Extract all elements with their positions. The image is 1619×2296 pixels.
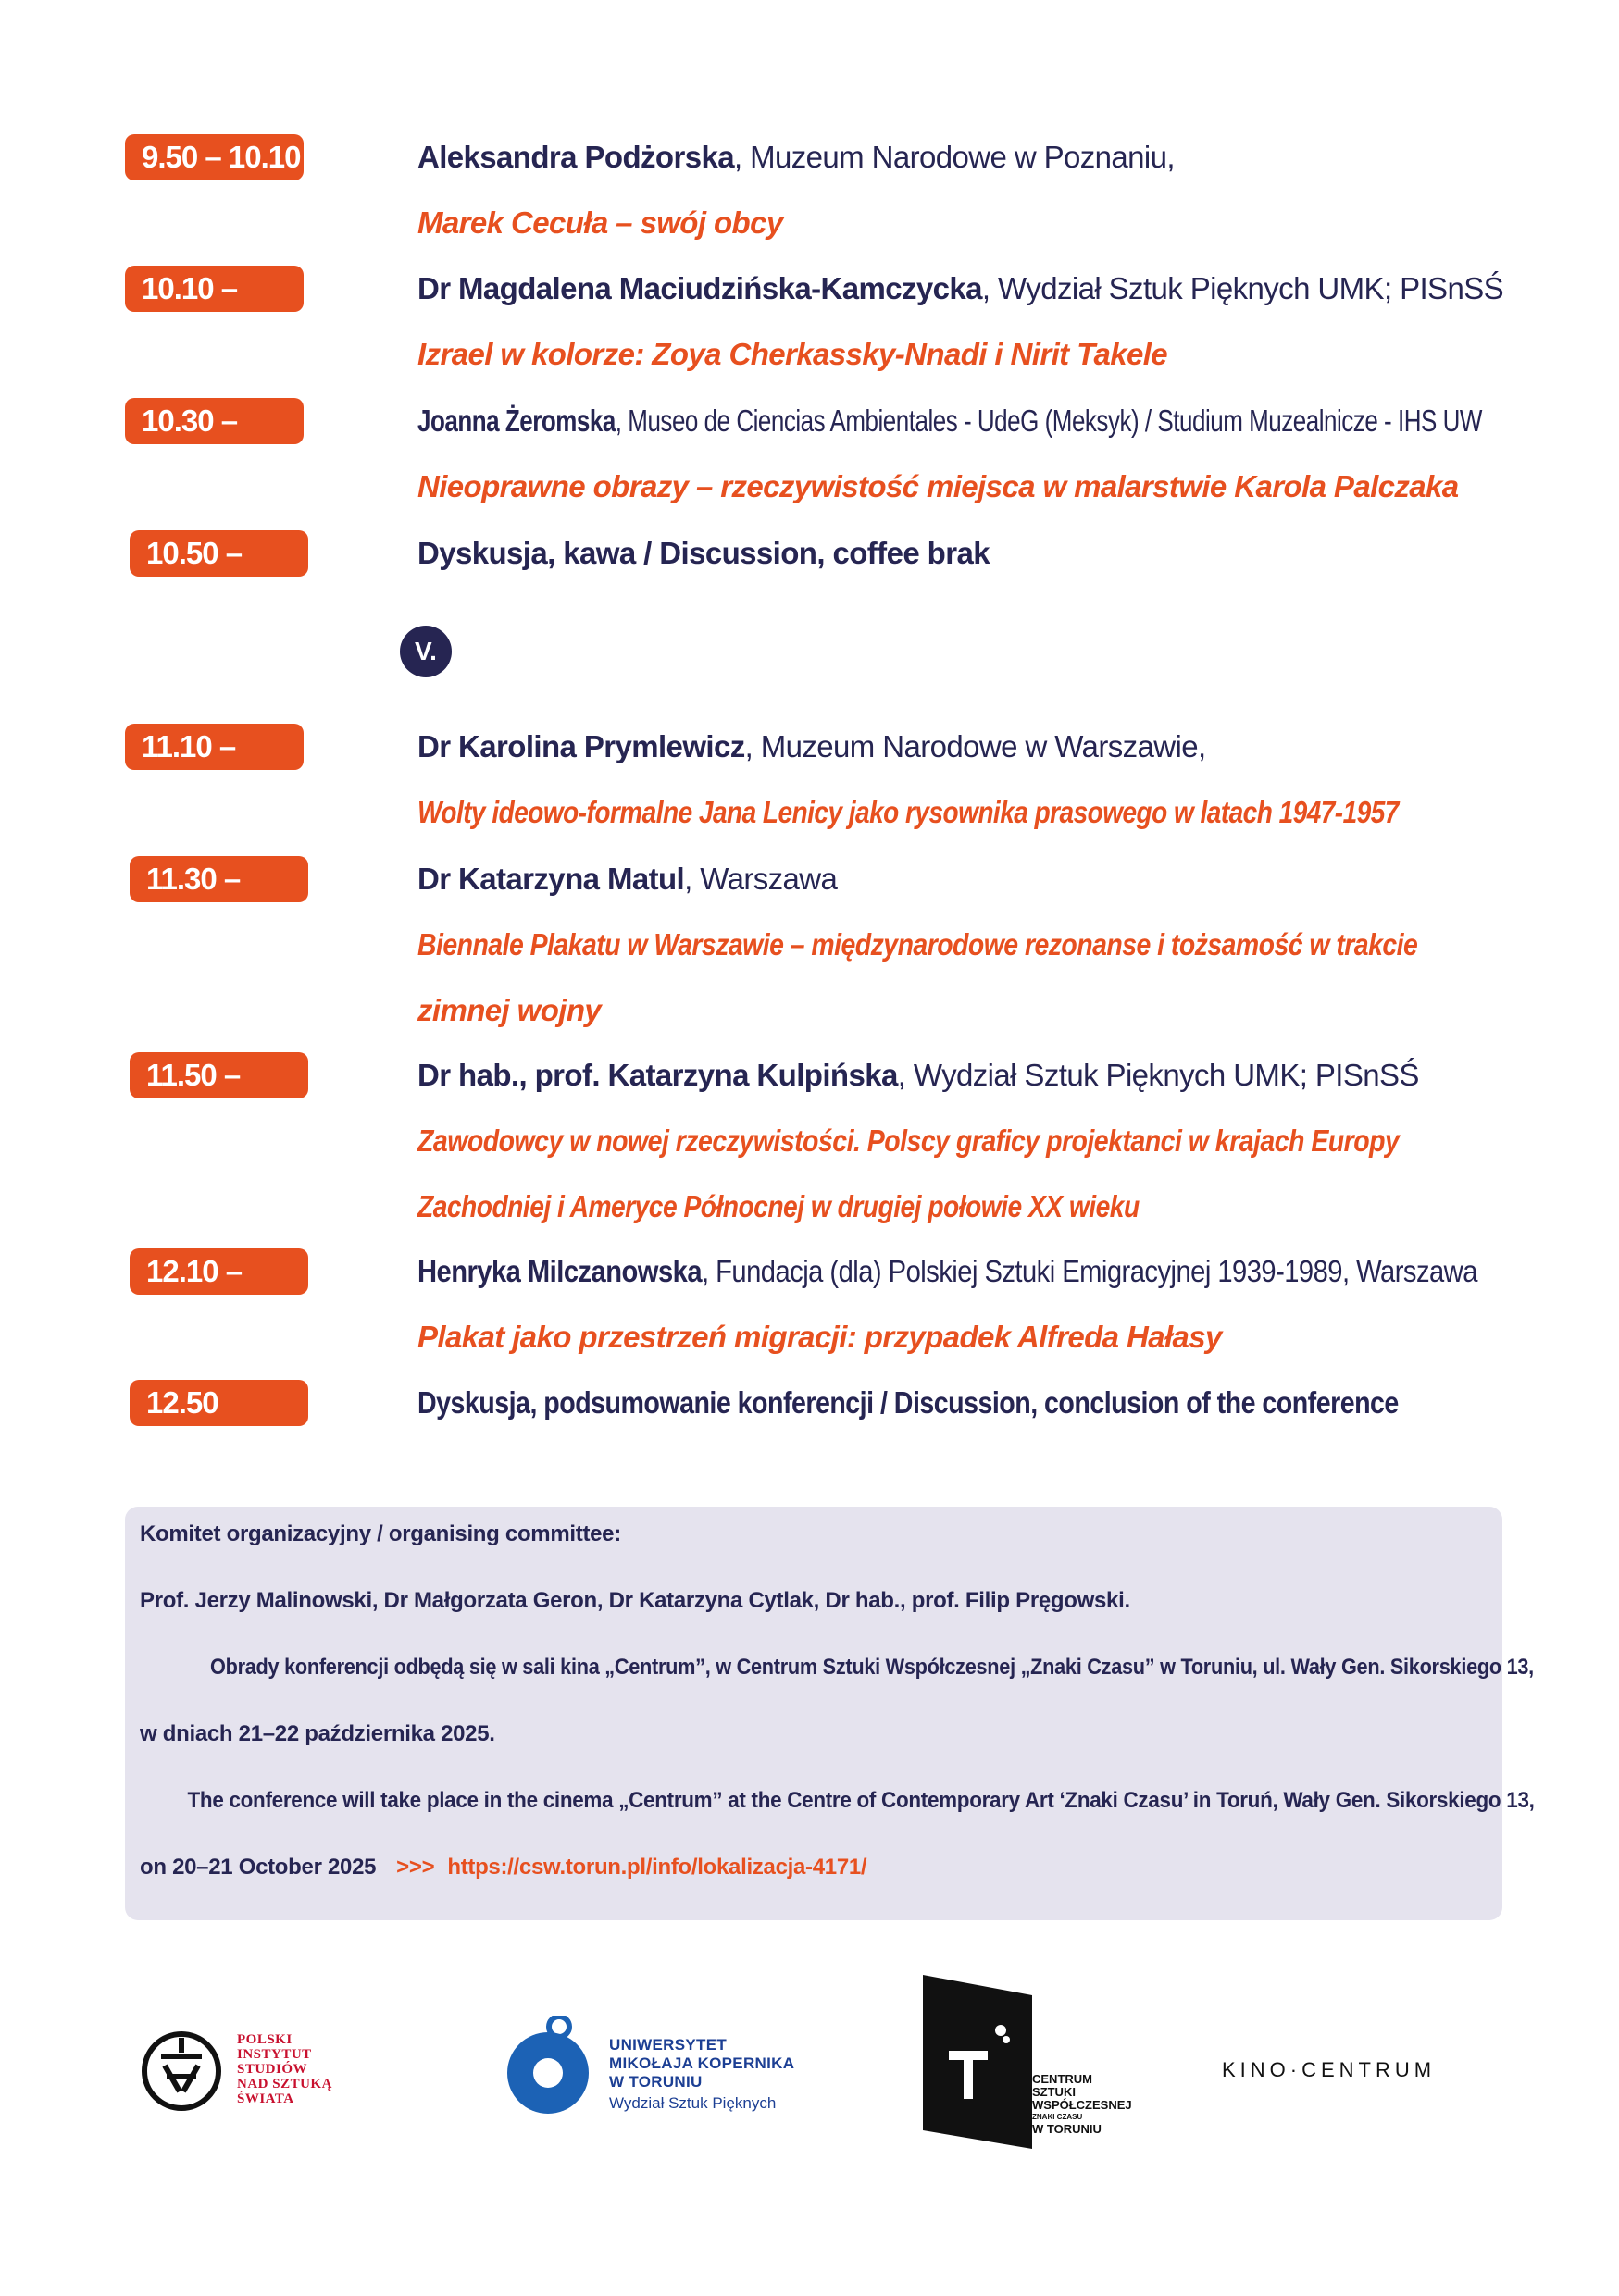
csw-small: ZNAKI CZASU xyxy=(1032,2113,1083,2121)
speaker-affiliation: , Museo de Ciencias Ambientales - UdeG (Meksyk) / Studium Muzealnicze - IHS UW xyxy=(615,403,1482,438)
venue-en: The conference will take place in the cinema „Centrum” at the Centre of Contemporary Art ‘Znaki Czasu’ in Toruń, Wały Gen. Sikorskiego 13, xyxy=(187,1788,1535,1813)
venue-pl-dates: w dniach 21–22 października 2025. xyxy=(140,1721,495,1746)
break-line: Dyskusja, kawa / Discussion, coffee brak xyxy=(417,536,990,570)
speaker-affiliation: , Wydział Sztuk Pięknych UMK; PISnSŚ xyxy=(897,1058,1419,1092)
speaker-name: Dr Katarzyna Matul xyxy=(417,862,685,896)
speaker-name: Aleksandra Podżorska xyxy=(417,140,734,174)
committee-members: Prof. Jerzy Malinowski, Dr Małgorzata Geron, Dr Katarzyna Cytlak, Dr hab., prof. Filip Pręgowski. xyxy=(140,1588,1130,1613)
location-link[interactable]: https://csw.torun.pl/info/lokalizacja-4171/ xyxy=(447,1855,867,1880)
time-badge: 9.50 – 10.10 xyxy=(125,134,304,180)
pisnss-line: INSTYTUT xyxy=(237,2047,312,2062)
csw-line: SZTUKI xyxy=(1032,2085,1076,2099)
time-badge: 11.30 – 11.50 xyxy=(130,856,308,902)
speaker-line xyxy=(417,139,1175,176)
talk-title-continued: Zachodniej i Ameryce Północnej w drugiej połowie XX wieku xyxy=(417,1189,1140,1223)
speaker-line xyxy=(417,1253,1477,1290)
speaker-line xyxy=(417,270,1503,307)
speaker-affiliation: , Wydział Sztuk Pięknych UMK; PISnSŚ xyxy=(981,271,1504,305)
umk-logo xyxy=(500,2016,870,2127)
speaker-name: Dr Karolina Prymlewicz xyxy=(417,729,745,763)
speaker-line xyxy=(417,403,1482,440)
speaker-affiliation: , Warszawa xyxy=(684,862,838,896)
csw-line: WSPÓŁCZESNEJ xyxy=(1032,2098,1132,2112)
pisnss-logo xyxy=(139,2029,361,2121)
pisnss-line: POLSKI xyxy=(237,2032,293,2047)
speaker-name: Dr Magdalena Maciudzińska-Kamczycka xyxy=(417,271,982,305)
speaker-affiliation: , Fundacja (dla) Polskiej Sztuki Emigracyjnej 1939-1989, Warszawa xyxy=(702,1254,1477,1288)
pisnss-line: ŚWIATA xyxy=(237,2091,294,2106)
time-badge: 12.50 xyxy=(130,1380,308,1426)
committee-label: Komitet organizacyjny / organising committee: xyxy=(140,1521,621,1546)
time-badge: 12.10 – 12.30 xyxy=(130,1248,308,1295)
talk-title: Marek Cecuła – swój obcy xyxy=(417,205,783,240)
speaker-name: Henryka Milczanowska xyxy=(417,1254,703,1288)
umk-line: W TORUNIU xyxy=(609,2073,703,2091)
venue-en-dates xyxy=(140,1854,866,1881)
venue-en-dates-text: on 20–21 October 2025 xyxy=(140,1855,377,1880)
pisnss-emblem-icon xyxy=(139,2029,224,2114)
speaker-affiliation: , Muzeum Narodowe w Warszawie, xyxy=(744,729,1206,763)
time-badge: 11.10 – 11.30 xyxy=(125,724,304,770)
pisnss-line: NAD SZTUKĄ xyxy=(237,2077,332,2091)
talk-title: Nieoprawne obrazy – rzeczywistość miejsca w malarstwie Karola Palczaka xyxy=(417,469,1459,503)
speaker-name: Joanna Żeromska xyxy=(417,403,616,438)
umk-emblem-icon xyxy=(500,2016,602,2117)
time-badge: 10.50 – 11.10 xyxy=(130,530,308,577)
info-box xyxy=(125,1507,1535,1920)
csw-line: CENTRUM xyxy=(1032,2072,1092,2086)
csw-logo xyxy=(923,1975,1164,2151)
talk-title: Plakat jako przestrzeń migracji: przypadek Alfreda Hałasy xyxy=(417,1320,1222,1354)
time-badge: 10.30 – 10.50 xyxy=(125,398,304,444)
closing-line: Dyskusja, podsumowanie konferencji / Discussion, conclusion of the conference xyxy=(417,1385,1399,1420)
arrows-icon: >>> xyxy=(396,1855,435,1880)
kino-centrum-logo: KINO·CENTRUM xyxy=(1222,2058,1437,2081)
talk-title: Wolty ideowo-formalne Jana Lenicy jako rysownika prasowego w latach 1947-1957 xyxy=(417,795,1399,829)
time-badge: 10.10 – 10.30 xyxy=(125,266,304,312)
umk-line: MIKOŁAJA KOPERNIKA xyxy=(609,2054,795,2072)
time-badge: 11.50 – 12.10 xyxy=(130,1052,308,1098)
venue-pl: Obrady konferencji odbędą się w sali kina „Centrum”, w Centrum Sztuki Współczesnej „Znaki Czasu” w Toruniu, ul. Wały Gen. Sikorskiego 13, xyxy=(209,1655,1534,1680)
csw-emblem-icon xyxy=(923,1975,1034,2151)
logos-bar xyxy=(0,1962,1619,2240)
pisnss-line: STUDIÓW xyxy=(237,2062,308,2077)
talk-title: Biennale Plakatu w Warszawie – międzynarodowe rezonanse i tożsamość w trakcie xyxy=(417,927,1418,962)
speaker-line xyxy=(417,728,1206,765)
session-number-badge: V. xyxy=(400,626,452,677)
speaker-name: Dr hab., prof. Katarzyna Kulpińska xyxy=(417,1058,898,1092)
umk-faculty: Wydział Sztuk Pięknych xyxy=(609,2094,777,2112)
csw-city: W TORUNIU xyxy=(1032,2122,1102,2136)
speaker-line xyxy=(417,861,837,898)
speaker-affiliation: , Muzeum Narodowe w Poznaniu, xyxy=(733,140,1175,174)
umk-line: UNIWERSYTET xyxy=(609,2036,728,2054)
talk-title: Izrael w kolorze: Zoya Cherkassky-Nnadi i Nirit Takele xyxy=(417,337,1168,371)
talk-title: Zawodowcy w nowej rzeczywistości. Polscy graficy projektanci w krajach Europy xyxy=(417,1123,1400,1158)
talk-title-continued: zimnej wojny xyxy=(417,993,602,1027)
speaker-line xyxy=(417,1057,1419,1094)
